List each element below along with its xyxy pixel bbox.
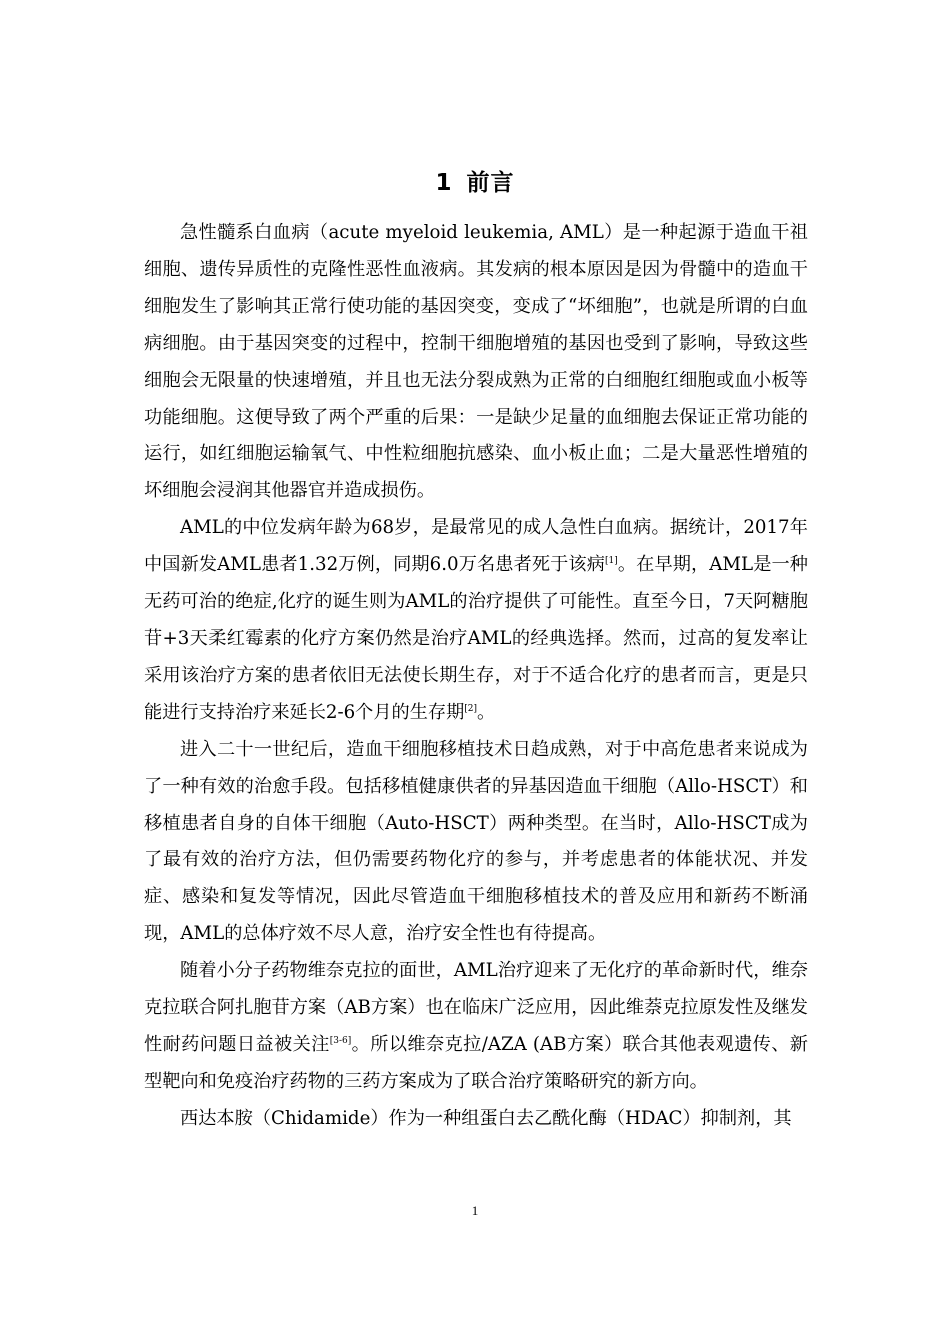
section-number: 1 <box>435 170 453 197</box>
paragraph-text: 。在早期，AML是一种无药可治的绝症,化疗的诞生则为AML的治疗提供了可能性。直至今日，7天阿糖胞苷+3天柔红霉素的化疗方案仍然是治疗AML的经典选择。然而，过高的复发率让采用该治疗方案的患者依旧无法使长期生存，对于不适合化疗的患者而言，更是只能进行支持治疗来延长2-6个月的生存期 <box>144 554 808 723</box>
section-heading <box>0 165 950 201</box>
paragraph-text: 。所以维奈克拉/AZA (AB方案）联合其他表观遗传、新型靶向和免疫治疗药物的三药方案成为了联合治疗策略研究的新方向。 <box>144 1033 808 1092</box>
paragraph-text: 进入二十一世纪后，造血干细胞移植技术日趋成熟，对于中高危患者来说成为了一种有效的治愈手段。包括移植健康供者的异基因造血干细胞（Allo-HSCT）和移植患者自身的自体干细胞（Auto-HSCT）两种类型。在当时，Allo-HSCT成为了最有效的治疗方法，但仍需要药物化疗的参与，并考虑患者的体能状况、并发症、感染和复发等情况，因此尽管造血干细胞移植技术的普及应用和新药不断涌现，AML的总体疗效不尽人意，治疗安全性也有待提高。 <box>144 738 808 945</box>
paragraph-text: 西达本胺（Chidamide）作为一种组蛋白去乙酰化酶（HDAC）抑制剂，其 <box>180 1107 792 1129</box>
section-title: 前言 <box>466 170 515 197</box>
paragraph-hsct <box>144 732 808 953</box>
paragraph-text: 急性髓系白血病（acute myeloid leukemia, AML）是一种起源于造血干祖细胞、遗传异质性的克隆性恶性血液病。其发病的根本原因是因为骨髓中的造血干细胞发生了影响其正常行使功能的基因突变，变成了“坏细胞”，也就是所谓的白血病细胞。由于基因突变的过程中，控制干细胞增殖的基因也受到了影响，导致这些细胞会无限量的快速增殖，并且也无法分裂成熟为正常的白细胞红细胞或血小板等功能细胞。这便导致了两个严重的后果：一是缺少足量的血细胞去保证正常功能的运行，如红细胞运输氧气、中性粒细胞抗感染、血小板止血；二是大量恶性增殖的坏细胞会浸润其他器官并造成损伤。 <box>144 222 808 502</box>
citation-ref: [2] <box>464 703 478 714</box>
paragraph-aml-overview <box>144 215 808 510</box>
paragraph-chidamide <box>144 1101 808 1138</box>
paragraph-text: 。 <box>477 701 496 723</box>
citation-ref: [1] <box>605 556 618 567</box>
paragraph-venetoclax <box>144 953 808 1101</box>
citation-ref: [3-6] <box>329 1035 352 1046</box>
paragraph-text: AML的中位发病年龄为68岁，是最常见的成人急性白血病。据统计，2017年中国新发AML患者1.32万例，同期6.0万名患者死于该病 <box>144 517 808 576</box>
paragraph-aml-epidemiology <box>144 510 808 731</box>
paragraph-text: 随着小分子药物维奈克拉的面世，AML治疗迎来了无化疗的革命新时代，维奈克拉联合阿扎胞苷方案（AB方案）也在临床广泛应用，因此维萘克拉原发性及继发性耐药问题日益被关注 <box>144 960 808 1055</box>
page-number: 1 <box>471 1203 479 1218</box>
body-text <box>144 215 808 1138</box>
